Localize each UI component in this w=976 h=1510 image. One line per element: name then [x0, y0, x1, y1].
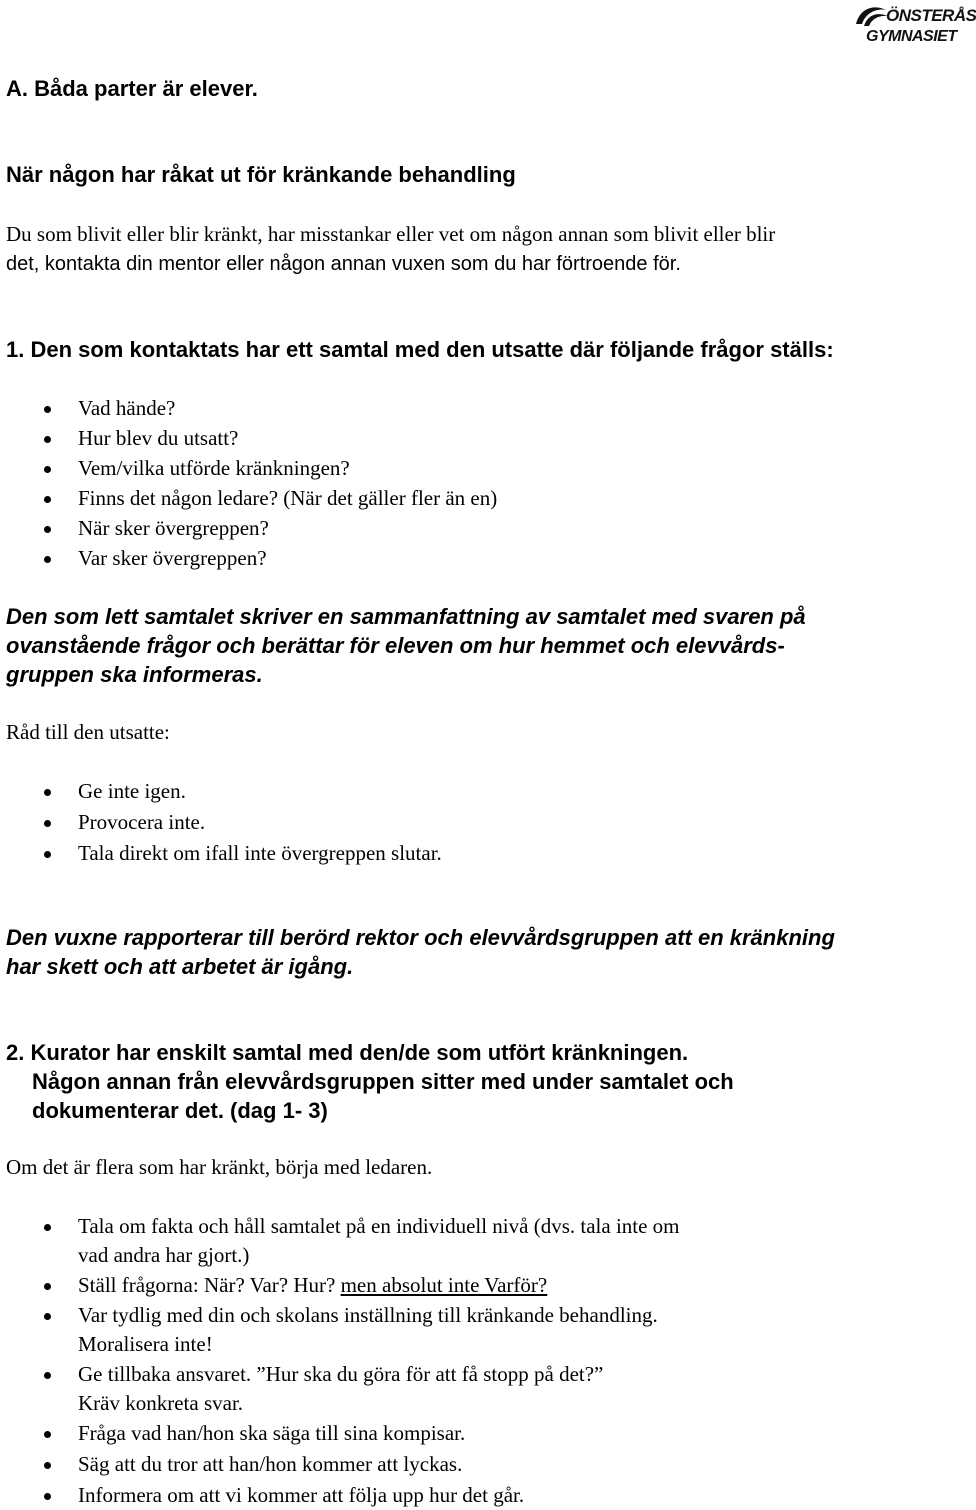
bullet-icon — [44, 1372, 51, 1379]
step2-heading-line-1: 2. Kurator har enskilt samtal med den/de som utfört kränkningen. — [6, 1040, 689, 1065]
logo-text-line1: ÖNSTERÅS — [886, 6, 976, 25]
list-item: Tala direkt om ifall inte övergreppen slutar. — [78, 841, 442, 865]
step2-heading-line-3: dokumenterar det. (dag 1- 3) — [32, 1098, 328, 1123]
step2-heading-line-2: Någon annan från elevvårdsgruppen sitter med under samtalet och — [32, 1069, 734, 1094]
list-item: Finns det någon ledare? (När det gäller fler än en) — [78, 486, 498, 510]
summary-line-1: Den som lett samtalet skriver en sammanfattning av samtalet med svaren på — [6, 604, 806, 629]
bullet-icon — [44, 526, 51, 533]
section-title: A. Båda parter är elever. — [6, 76, 258, 101]
list-item: Säg att du tror att han/hon kommer att lyckas. — [78, 1452, 463, 1476]
step2-note: Om det är flera som har kränkt, börja med ledaren. — [6, 1155, 433, 1179]
list-item: Informera om att vi kommer att följa upp hur det går. — [78, 1483, 525, 1507]
list-item: Ge inte igen. — [78, 779, 186, 803]
list-item: Tala om fakta och håll samtalet på en individuell nivå (dvs. tala inte om — [78, 1214, 680, 1238]
logo-text-line2: GYMNASIET — [866, 28, 957, 45]
bullet-icon — [44, 1224, 51, 1231]
list-item-text: Ställ frågorna: När? Var? Hur? — [78, 1273, 341, 1297]
bullet-icon — [44, 1462, 51, 1469]
list-item: Ge tillbaka ansvaret. ”Hur ska du göra för att få stopp på det?” — [78, 1362, 604, 1386]
bullet-icon — [44, 556, 51, 563]
bullet-icon — [44, 1313, 51, 1320]
summary-line-2: ovanstående frågor och berättar för eleven om hur hemmet och elevvårds- — [6, 633, 785, 658]
list-item: Var tydlig med din och skolans inställning till kränkande behandling. — [78, 1303, 658, 1327]
bullet-icon — [44, 820, 51, 827]
bullet-icon — [44, 496, 51, 503]
list-item: Var sker övergreppen? — [78, 546, 267, 570]
summary-line-3: gruppen ska informeras. — [6, 662, 263, 687]
intro-line-2: det, kontakta din mentor eller någon annan vuxen som du har förtroende för. — [6, 253, 681, 275]
report-line-1: Den vuxne rapporterar till berörd rektor och elevvårdsgruppen att en kränkning — [6, 925, 835, 950]
list-item: Provocera inte. — [78, 810, 206, 834]
list-item: När sker övergreppen? — [78, 516, 269, 540]
bullet-icon — [44, 1493, 51, 1500]
list-item: Vad hände? — [78, 396, 176, 420]
list-item: Hur blev du utsatt? — [78, 426, 239, 450]
bullet-icon — [44, 789, 51, 796]
bullet-icon — [44, 851, 51, 858]
bullet-icon — [44, 436, 51, 443]
list-item-continuation: vad andra har gjort.) — [78, 1243, 250, 1267]
list-item — [78, 1273, 547, 1298]
bullet-icon — [44, 1431, 51, 1438]
list-item: Vem/vilka utförde kränkningen? — [78, 456, 350, 480]
step1-heading: 1. Den som kontaktats har ett samtal med den utsatte där följande frågor ställs: — [6, 337, 834, 362]
bullet-icon — [44, 406, 51, 413]
list-item-continuation: Kräv konkreta svar. — [78, 1391, 244, 1415]
list-item-continuation: Moralisera inte! — [78, 1332, 213, 1356]
bullet-icon — [44, 466, 51, 473]
report-line-2: har skett och att arbetet är igång. — [6, 954, 354, 979]
underlined-text: men absolut inte Varför? — [340, 1273, 548, 1297]
advice-label: Råd till den utsatte: — [6, 720, 170, 744]
list-item: Fråga vad han/hon ska säga till sina kompisar. — [78, 1421, 466, 1445]
intro-line-1: Du som blivit eller blir kränkt, har misstankar eller vet om någon annan som blivit eller blir — [6, 222, 776, 246]
bullet-icon — [44, 1283, 51, 1290]
school-logo — [852, 2, 976, 48]
subheading: När någon har råkat ut för kränkande behandling — [6, 162, 516, 187]
